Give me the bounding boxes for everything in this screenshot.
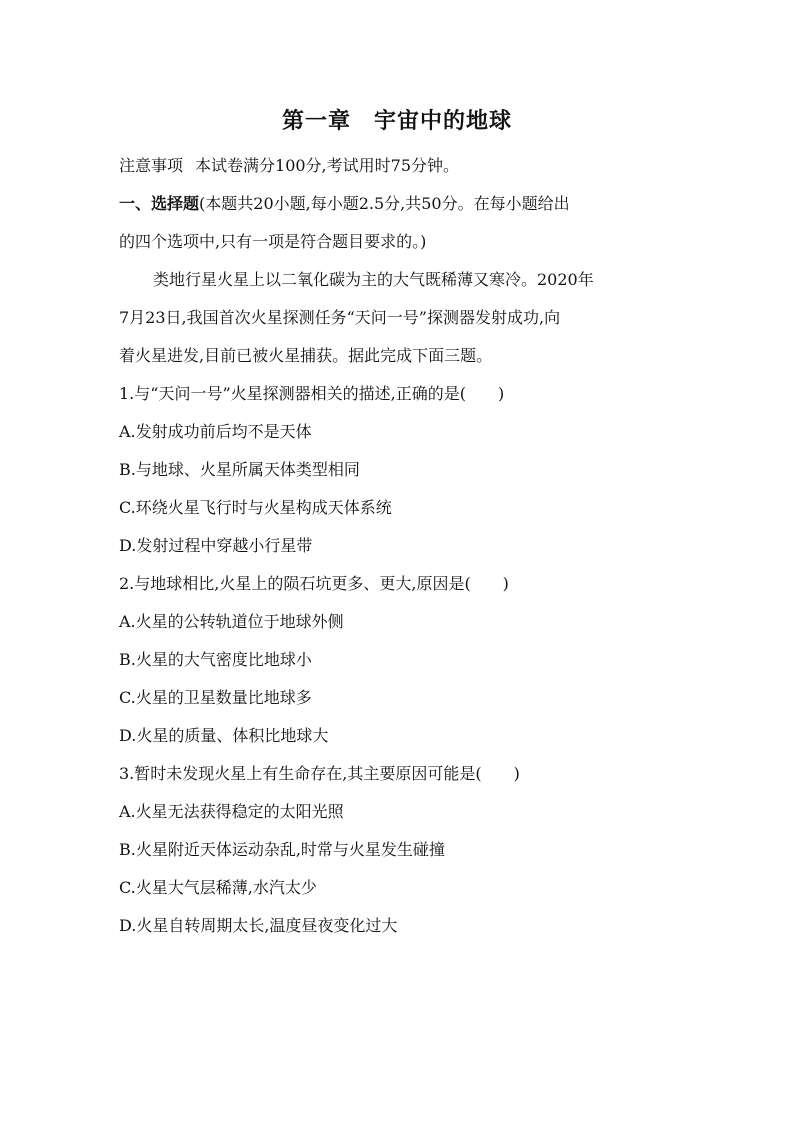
- question-3-option-b[interactable]: B.火星附近天体运动杂乱,时常与火星发生碰撞: [119, 840, 445, 859]
- material-line-1: [119, 261, 679, 299]
- question-2-option-d[interactable]: D.火星的质量、体积比地球大: [119, 726, 329, 745]
- material-line-3: [119, 337, 679, 375]
- question-1-option-b[interactable]: B.与地球、火星所属天体类型相同: [119, 460, 360, 479]
- question-3-stem: 3.暂时未发现火星上有生命存在,其主要原因可能是( ): [119, 764, 520, 783]
- section-desc-2: 的四个选项中,只有一项是符合题目要求的。): [119, 232, 427, 251]
- question-2-option-a[interactable]: A.火星的公转轨道位于地球外侧: [119, 612, 344, 631]
- question-1-option-d[interactable]: D.发射过程中穿越小行星带: [119, 536, 313, 555]
- exam-content: [119, 147, 679, 945]
- notice-line: [119, 147, 679, 185]
- question-1-option-c[interactable]: C.环绕火星飞行时与火星构成天体系统: [119, 498, 392, 517]
- notice-label: 注意事项: [119, 156, 184, 175]
- question-2-option-b[interactable]: B.火星的大气密度比地球小: [119, 650, 312, 669]
- material-text-2: 7月23日,我国首次火星探测任务“天问一号”探测器发射成功,向: [119, 308, 561, 327]
- question-2-option-c[interactable]: C.火星的卫星数量比地球多: [119, 688, 312, 707]
- question-3-option-c[interactable]: C.火星大气层稀薄,水汽太少: [119, 878, 317, 897]
- question-3-option-d[interactable]: D.火星自转周期太长,温度昼夜变化过大: [119, 916, 398, 935]
- question-1-option-a[interactable]: A.发射成功前后均不是天体: [119, 422, 312, 441]
- section-heading: 一、选择题: [119, 194, 200, 213]
- material-text-1: 类地行星火星上以二氧化碳为主的大气既稀薄又寒冷。2020年: [153, 270, 594, 289]
- section-line-1: [119, 185, 679, 223]
- material-text-3: 着火星进发,目前已被火星捕获。据此完成下面三题。: [119, 346, 493, 365]
- chapter-title: 第一章 宇宙中的地球: [281, 109, 512, 134]
- question-1-stem: 1.与“天问一号”火星探测器相关的描述,正确的是( ): [119, 384, 505, 403]
- section-line-2: [119, 223, 679, 261]
- section-desc-1: (本题共20小题,每小题2.5分,共50分。在每小题给出: [199, 194, 570, 213]
- question-3-option-a[interactable]: A.火星无法获得稳定的太阳光照: [119, 802, 344, 821]
- notice-text: 本试卷满分100分,考试用时75分钟。: [195, 156, 460, 175]
- question-2-stem: 2.与地球相比,火星上的陨石坑更多、更大,原因是( ): [119, 574, 509, 593]
- material-line-2: [119, 299, 679, 337]
